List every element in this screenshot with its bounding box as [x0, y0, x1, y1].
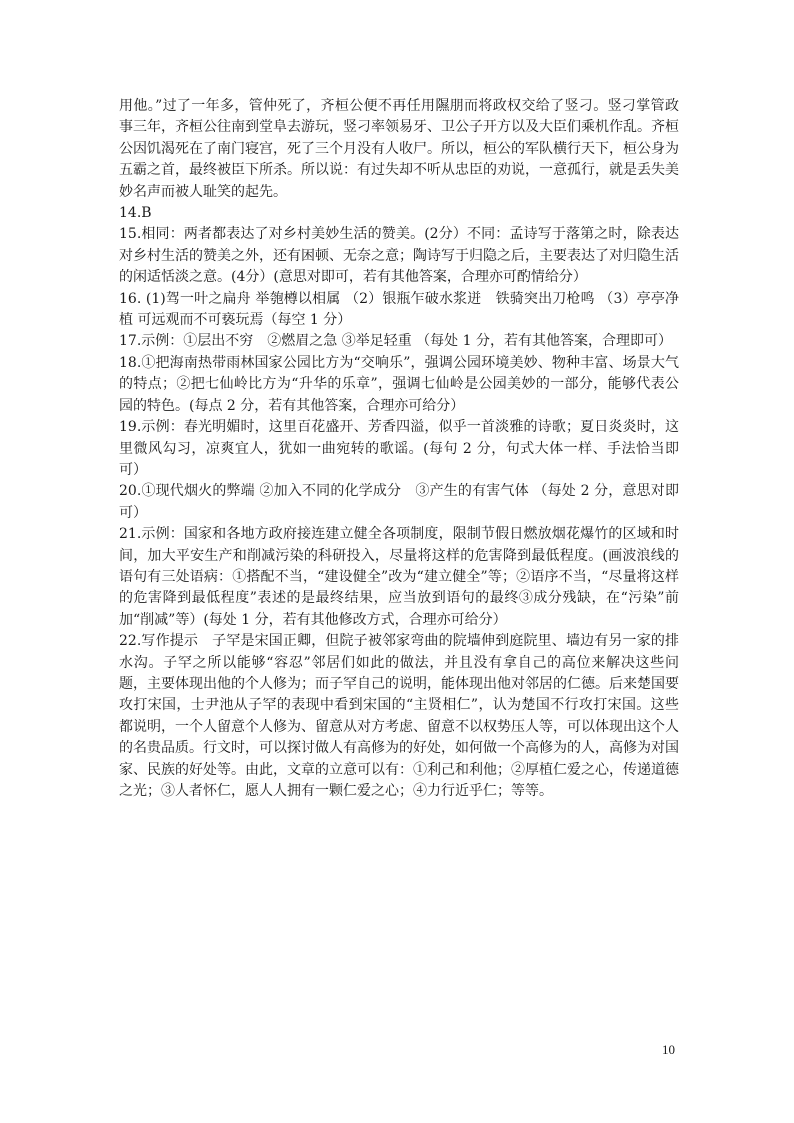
- answer-21: 21.示例：国家和各地方政府接连建立健全各项制度，限制节假日燃放烟花爆竹的区域和时间，加大平安生产和削减污染的科研投入，尽量将这样的危害降到最低程度。(画波浪线的语句有三处语病：①搭配不当，“建设健全”改为“建立健全”等；②语序不当，“尽量将这样的危害降到最低程度”表述的是最终结果，应当放到语句的最终③成分残缺，在“污染”前加“削减”等）(每处 1 分，若有其他修改方式，合理亦可给分）: [119, 526, 679, 628]
- answer-14: 14.B: [119, 205, 152, 222]
- answer-19: 19.示例：春光明媚时，这里百花盛开、芳香四溢，似乎一首淡雅的诗歌；夏日炎炎时，这里微风勾习，凉爽宜人，犹如一曲宛转的歌谣。(每句 2 分，句式大体一样、手法恰当即可）: [119, 419, 679, 478]
- answer-15: 15.相同：两者都表达了对乡村美妙生活的赞美。(2分）不同：孟诗写于落第之时，除表达对乡村生活的赞美之外，还有困顿、无奈之意；陶诗写于归隐之后，主要表达了对归隐生活的闲适恬淡之意。(4分）(意思对即可，若有其他答案，合理亦可酌情给分）: [119, 226, 679, 286]
- answer-17: 17.示例：①层出不穷 ②燃眉之急 ③举足轻重 （每处 1 分，若有其他答案，合理即可）: [119, 333, 672, 350]
- page-number: 10: [662, 1042, 675, 1057]
- answer-20: 20.①现代烟火的弊端 ②加入不同的化学成分 ③产生的有害气体 （每处 2 分，意思对即可）: [119, 483, 679, 521]
- answer-18: 18.①把海南热带雨林国家公园比方为“交响乐”，强调公园环境美妙、物种丰富、场景大气的特点；②把七仙岭比方为“升华的乐章”，强调七仙岭是公园美妙的一部分，能够代表公园的特色。(每点 2 分，若有其他答案，合理亦可给分）: [119, 354, 679, 414]
- paragraph-13-translation: 用他。”过了一年多，管仲死了，齐桓公便不再任用隰朋而将政权交给了竖刁。竖刁掌管政事三年，齐桓公往南到堂阜去游玩，竖刁率领易牙、卫公子开方以及大臣们乘机作乱。齐桓公因饥渴死在了南门寝宫，死了三个月没有人收尸。所以，桓公的军队横行天下，桓公身为五霸之首，最终被臣下所杀。所以说：有过失却不听从忠臣的劝说，一意孤行，就是丢失美妙名声而被人耻笑的起先。: [119, 98, 679, 200]
- answer-22-writing-tip: 22.写作提示 子罕是宋国正卿，但院子被邻家弯曲的院墙伸到庭院里、墙边有另一家的排水沟。子罕之所以能够“容忍”邻居们如此的做法，并且没有拿自己的高位来解决这些问题，主要体现出他的个人修为；而子罕自己的说明，能体现出他对邻居的仁德。后来楚国要攻打宋国，士尹池从子罕的表现中看到宋国的“主贤相仁”，认为楚国不行攻打宋国。这些都说明，一个人留意个人修为、留意从对方考虑、留意不以权势压人等，可以体现出这个人的名贵品质。行文时，可以探讨做人有高修为的好处，如何做一个高修为的人，高修为对国家、民族的好处等。由此，文章的立意可以有：①利己和利他；②厚植仁爱之心，传递道德之光；③人者怀仁，愿人人拥有一颗仁爱之心；④力行近乎仁；等等。: [119, 633, 679, 799]
- answer-text-body: [119, 96, 679, 802]
- answer-16: 16. (1)驾一叶之扁舟 举匏樽以相属 （2）银瓶乍破水浆迸 铁骑突出刀枪鸣 （3）亭亭净植 可远观而不可亵玩焉（每空 1 分）: [119, 290, 679, 329]
